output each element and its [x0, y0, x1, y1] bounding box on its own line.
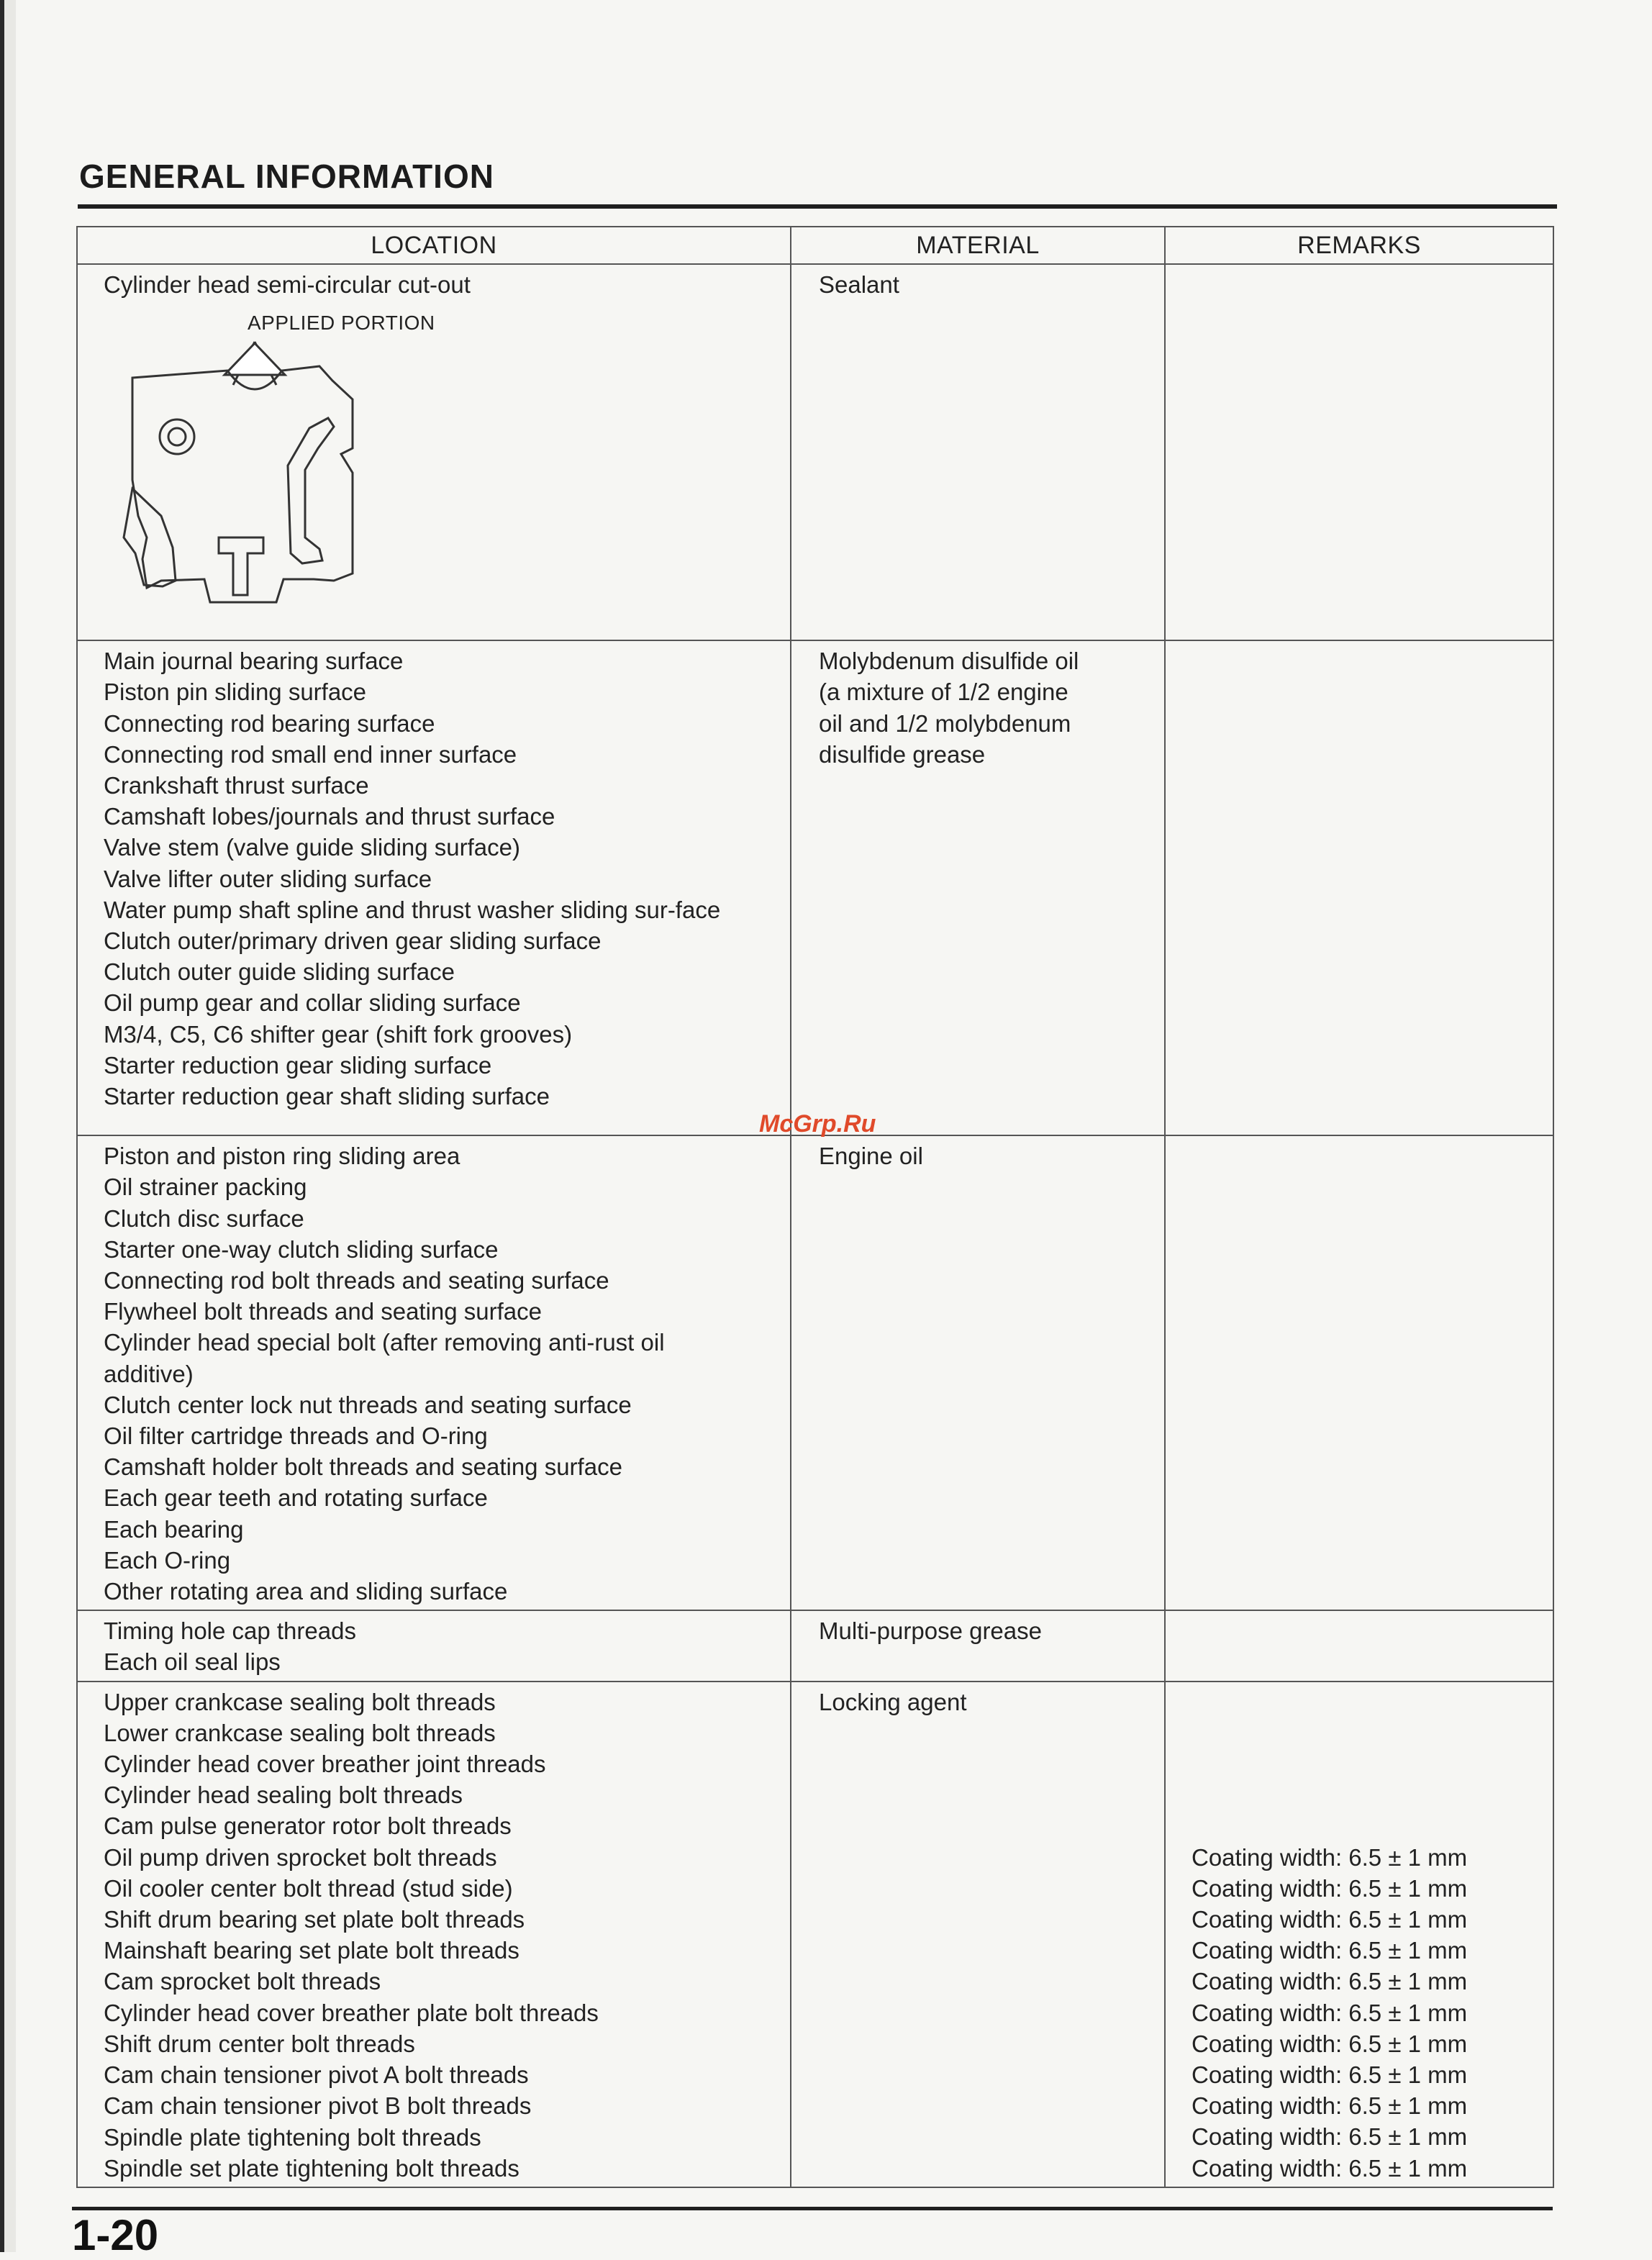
- column-header-remarks: REMARKS: [1165, 227, 1553, 264]
- table-body: [77, 264, 1553, 2187]
- location-item: Piston pin sliding surface: [104, 679, 367, 706]
- material-item: oil and 1/2 molybdenum: [819, 709, 1071, 737]
- material-cell: [791, 264, 1165, 640]
- page-number: 1-20: [72, 2211, 159, 2259]
- remarks-item: [1192, 1687, 1546, 1717]
- remarks-item: Coating width: 6.5 ± 1 mm: [1192, 2030, 1468, 2057]
- location-item: Each oil seal lips: [104, 1648, 281, 1676]
- diagram-label: APPLIED PORTION: [248, 312, 435, 335]
- location-cell: [77, 1610, 791, 1681]
- location-item: Valve lifter outer sliding surface: [104, 865, 432, 892]
- location-item: Clutch outer guide sliding surface: [104, 958, 455, 986]
- remarks-item: Coating width: 6.5 ± 1 mm: [1192, 1906, 1468, 1933]
- material-cell: [791, 1682, 1165, 2187]
- location-cell: [77, 1682, 791, 2187]
- material-item: Locking agent: [819, 1688, 967, 1715]
- location-item: Cylinder head cover breather joint threads: [104, 1751, 546, 1778]
- remarks-item: Coating width: 6.5 ± 1 mm: [1192, 1874, 1468, 1902]
- remarks-item: Coating width: 6.5 ± 1 mm: [1192, 2092, 1468, 2120]
- cylinder-head-cutout-diagram: [104, 300, 406, 637]
- table-row: [77, 264, 1553, 640]
- location-item: Clutch disc surface: [104, 1204, 304, 1232]
- location-item: Spindle plate tightening bolt threads: [104, 2123, 481, 2151]
- location-item: Cam pulse generator rotor bolt threads: [104, 1812, 512, 1840]
- location-item: Oil filter cartridge threads and O-ring: [104, 1422, 488, 1450]
- location-item: Connecting rod small end inner surface: [104, 740, 517, 768]
- remarks-cell: [1165, 1610, 1553, 1681]
- location-item: Cylinder head cover breather plate bolt threads: [104, 1999, 599, 2026]
- location-item: Starter reduction gear sliding surface: [104, 1051, 492, 1079]
- location-item: Flywheel bolt threads and seating surface: [104, 1298, 543, 1325]
- location-item: Starter one-way clutch sliding surface: [104, 1235, 499, 1263]
- location-cell: [77, 1135, 791, 1610]
- material-item: disulfide grease: [819, 740, 986, 768]
- location-item: Crankshaft thrust surface: [104, 772, 369, 799]
- material-item: (a mixture of 1/2 engine: [819, 679, 1068, 706]
- location-item: Camshaft lobes/journals and thrust surface: [104, 803, 555, 830]
- location-item: Lower crankcase sealing bolt threads: [104, 1719, 496, 1746]
- material-cell: [791, 640, 1165, 1135]
- cylinder-head-diagram: [104, 300, 783, 637]
- location-item: Shift drum center bolt threads: [104, 2030, 415, 2057]
- remarks-item: Coating width: 6.5 ± 1 mm: [1192, 2061, 1468, 2089]
- watermark: McGrp.Ru: [759, 1110, 876, 1138]
- title-rule: [78, 204, 1557, 209]
- table-row: [77, 640, 1553, 1135]
- location-item: Valve stem (valve guide sliding surface): [104, 834, 520, 861]
- location-item: Each bearing: [104, 1515, 244, 1543]
- location-cell: [77, 264, 791, 640]
- location-item: Oil cooler center bolt thread (stud side): [104, 1874, 513, 1902]
- location-item: Cam chain tensioner pivot A bolt threads: [104, 2061, 529, 2089]
- location-item: Water pump shaft spline and thrust washer sliding sur-face: [104, 896, 721, 923]
- table-row: [77, 1610, 1553, 1681]
- remarks-cell: [1165, 1682, 1553, 2187]
- remarks-item: Coating width: 6.5 ± 1 mm: [1192, 1843, 1468, 1871]
- location-item: Upper crankcase sealing bolt threads: [104, 1688, 496, 1715]
- remarks-cell: [1165, 1135, 1553, 1610]
- location-item: Mainshaft bearing set plate bolt threads: [104, 1937, 519, 1964]
- section-title: GENERAL INFORMATION: [79, 158, 494, 195]
- remarks-item: [1192, 1779, 1546, 1810]
- location-cell: [77, 640, 791, 1135]
- remarks-cell: [1165, 264, 1553, 640]
- location-item: Other rotating area and sliding surface: [104, 1578, 508, 1605]
- remarks-item: Coating width: 6.5 ± 1 mm: [1192, 1999, 1468, 2026]
- column-header-material: MATERIAL: [791, 227, 1165, 264]
- material-cell: [791, 1610, 1165, 1681]
- material-cell: [791, 1135, 1165, 1610]
- location-item: Timing hole cap threads: [104, 1617, 356, 1645]
- location-item: Clutch center lock nut threads and seating surface: [104, 1391, 632, 1418]
- table-row: [77, 1135, 1553, 1610]
- location-item: Cylinder head sealing bolt threads: [104, 1782, 463, 1809]
- location-item: Cam chain tensioner pivot B bolt threads: [104, 2092, 532, 2120]
- remarks-item: Coating width: 6.5 ± 1 mm: [1192, 2154, 1468, 2182]
- table-header-row: [77, 227, 1553, 264]
- remarks-item: Coating width: 6.5 ± 1 mm: [1192, 2123, 1468, 2151]
- remarks-item: [1192, 1717, 1546, 1748]
- location-item: M3/4, C5, C6 shifter gear (shift fork grooves): [104, 1020, 573, 1048]
- location-item: Shift drum bearing set plate bolt threads: [104, 1906, 525, 1933]
- location-item: Spindle set plate tightening bolt threads: [104, 2154, 519, 2182]
- location-item: Cylinder head special bolt (after removing anti-rust oil additive): [104, 1329, 665, 1387]
- location-item: Each O-ring: [104, 1546, 231, 1574]
- material-item: Molybdenum disulfide oil: [819, 648, 1079, 675]
- material-item: Multi-purpose grease: [819, 1617, 1042, 1645]
- location-item: Oil pump gear and collar sliding surface: [104, 989, 521, 1017]
- location-item: Clutch outer/primary driven gear sliding surface: [104, 927, 602, 955]
- page-binding-edge: [0, 0, 16, 2252]
- remarks-item: [1192, 1748, 1546, 1779]
- table-row: [77, 1682, 1553, 2187]
- location-item: Connecting rod bolt threads and seating surface: [104, 1267, 609, 1294]
- location-item: Connecting rod bearing surface: [104, 709, 435, 737]
- location-item: Cam sprocket bolt threads: [104, 1968, 381, 1995]
- location-item: Main journal bearing surface: [104, 648, 404, 675]
- remarks-item: Coating width: 6.5 ± 1 mm: [1192, 1937, 1468, 1964]
- remarks-item: Coating width: 6.5 ± 1 mm: [1192, 1968, 1468, 1995]
- remarks-cell: [1165, 640, 1553, 1135]
- material-item: Sealant: [819, 271, 899, 298]
- lubrication-table: [76, 226, 1554, 2188]
- location-item: Piston and piston ring sliding area: [104, 1143, 460, 1170]
- column-header-location: LOCATION: [77, 227, 791, 264]
- footer-rule: [72, 2207, 1553, 2210]
- location-item: Camshaft holder bolt threads and seating surface: [104, 1453, 622, 1481]
- material-item: Engine oil: [819, 1143, 923, 1170]
- location-item: Oil pump driven sprocket bolt threads: [104, 1843, 497, 1871]
- remarks-item: [1192, 1810, 1546, 1841]
- location-item: Each gear teeth and rotating surface: [104, 1484, 488, 1512]
- location-item: Starter reduction gear shaft sliding surface: [104, 1083, 550, 1110]
- location-item: Oil strainer packing: [104, 1174, 307, 1201]
- location-item: Cylinder head semi-circular cut-out: [104, 271, 471, 298]
